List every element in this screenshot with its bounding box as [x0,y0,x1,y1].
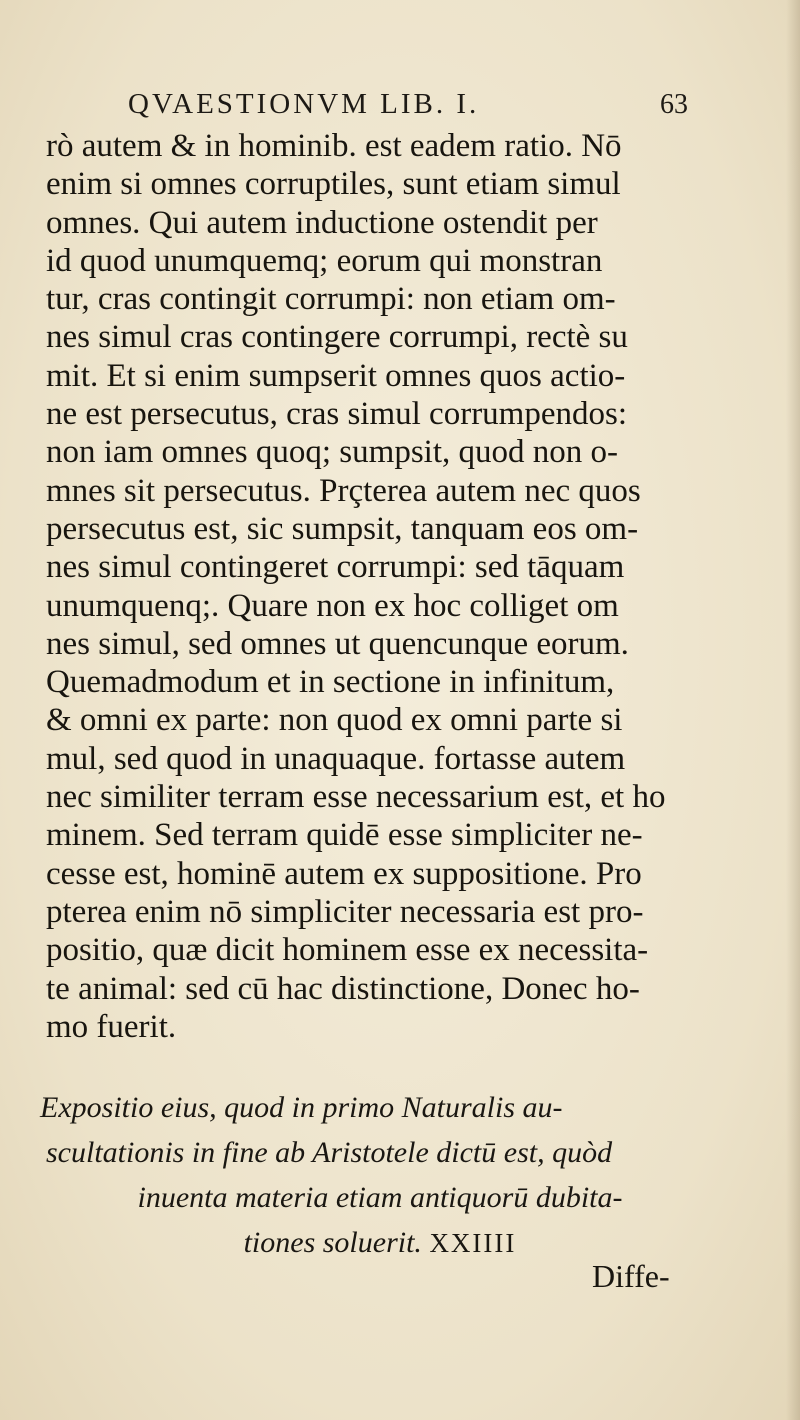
caption-line: Expositio eius, quod in primo Naturalis au- [40,1091,563,1124]
text-line: nes simul, sed omnes ut quencunque eorum. [46,625,629,662]
page-edge-shadow [786,0,800,1420]
running-head [128,88,688,128]
body-text [46,127,706,1046]
text-line: unumquenq;. Quare non ex hoc colliget om [46,587,619,624]
text-line: nes simul cras contingere corrumpi, rectè su [46,319,628,356]
text-line: te animal: sed cū hac distinctione, Donec ho- [46,970,640,1007]
text-line: mo fuerit. [46,1008,177,1045]
text-line: id quod unumquemq; eorum qui monstran [46,242,603,279]
text-line: positio, quæ dicit hominem esse ex necessita- [46,932,649,969]
text-line: Quemadmodum et in sectione in infinitum, [46,664,615,701]
catchword: Diffe- [592,1258,670,1294]
text-line: nes simul contingeret corrumpi: sed tāquam [46,549,625,586]
text-line: pterea enim nō simpliciter necessaria est pro- [46,893,644,930]
text-line: mnes sit persecutus. Prçterea autem nec quos [46,472,641,509]
text-line: enim si omnes corruptiles, sunt etiam simul [46,166,621,203]
text-line: rò autem & in hominib. est eadem ratio. Nō [46,128,622,164]
text-line: cesse est, hominē autem ex suppositione. Pro [46,855,642,892]
folio-number: 63 [660,89,688,120]
text-line: nec similiter terram esse necessarium est, et ho [46,779,666,816]
text-line: omnes. Qui autem inductione ostendit per [46,204,598,241]
caption-line: inuenta materia etiam antiquorū dubita- [137,1181,623,1214]
text-line: ne est persecutus, cras simul corrumpendos: [46,396,628,433]
caption-line: scultationis in fine ab Aristotele dictū est, quòd [46,1136,613,1169]
text-line: & omni ex parte: non quod ex omni parte si [46,702,623,739]
text-line: mul, sed quod in unaquaque. fortasse autem [46,740,626,777]
caption-line: tiones soluerit. [243,1226,422,1259]
text-line: minem. Sed terram quidē esse simpliciter ne- [46,817,643,854]
text-line: persecutus est, sic sumpsit, tanquam eos om- [46,510,639,547]
text-line: non iam omnes quoq; sumpsit, quod non o- [46,434,618,471]
section-numeral: XXIIII [429,1228,517,1258]
text-line: mit. Et si enim sumpserit omnes quos actio- [46,357,626,394]
running-title: QVAESTIONVM LIB. I. [128,88,480,120]
text-line: tur, cras contingit corrumpi: non etiam om- [46,281,616,318]
section-caption [40,1085,720,1266]
